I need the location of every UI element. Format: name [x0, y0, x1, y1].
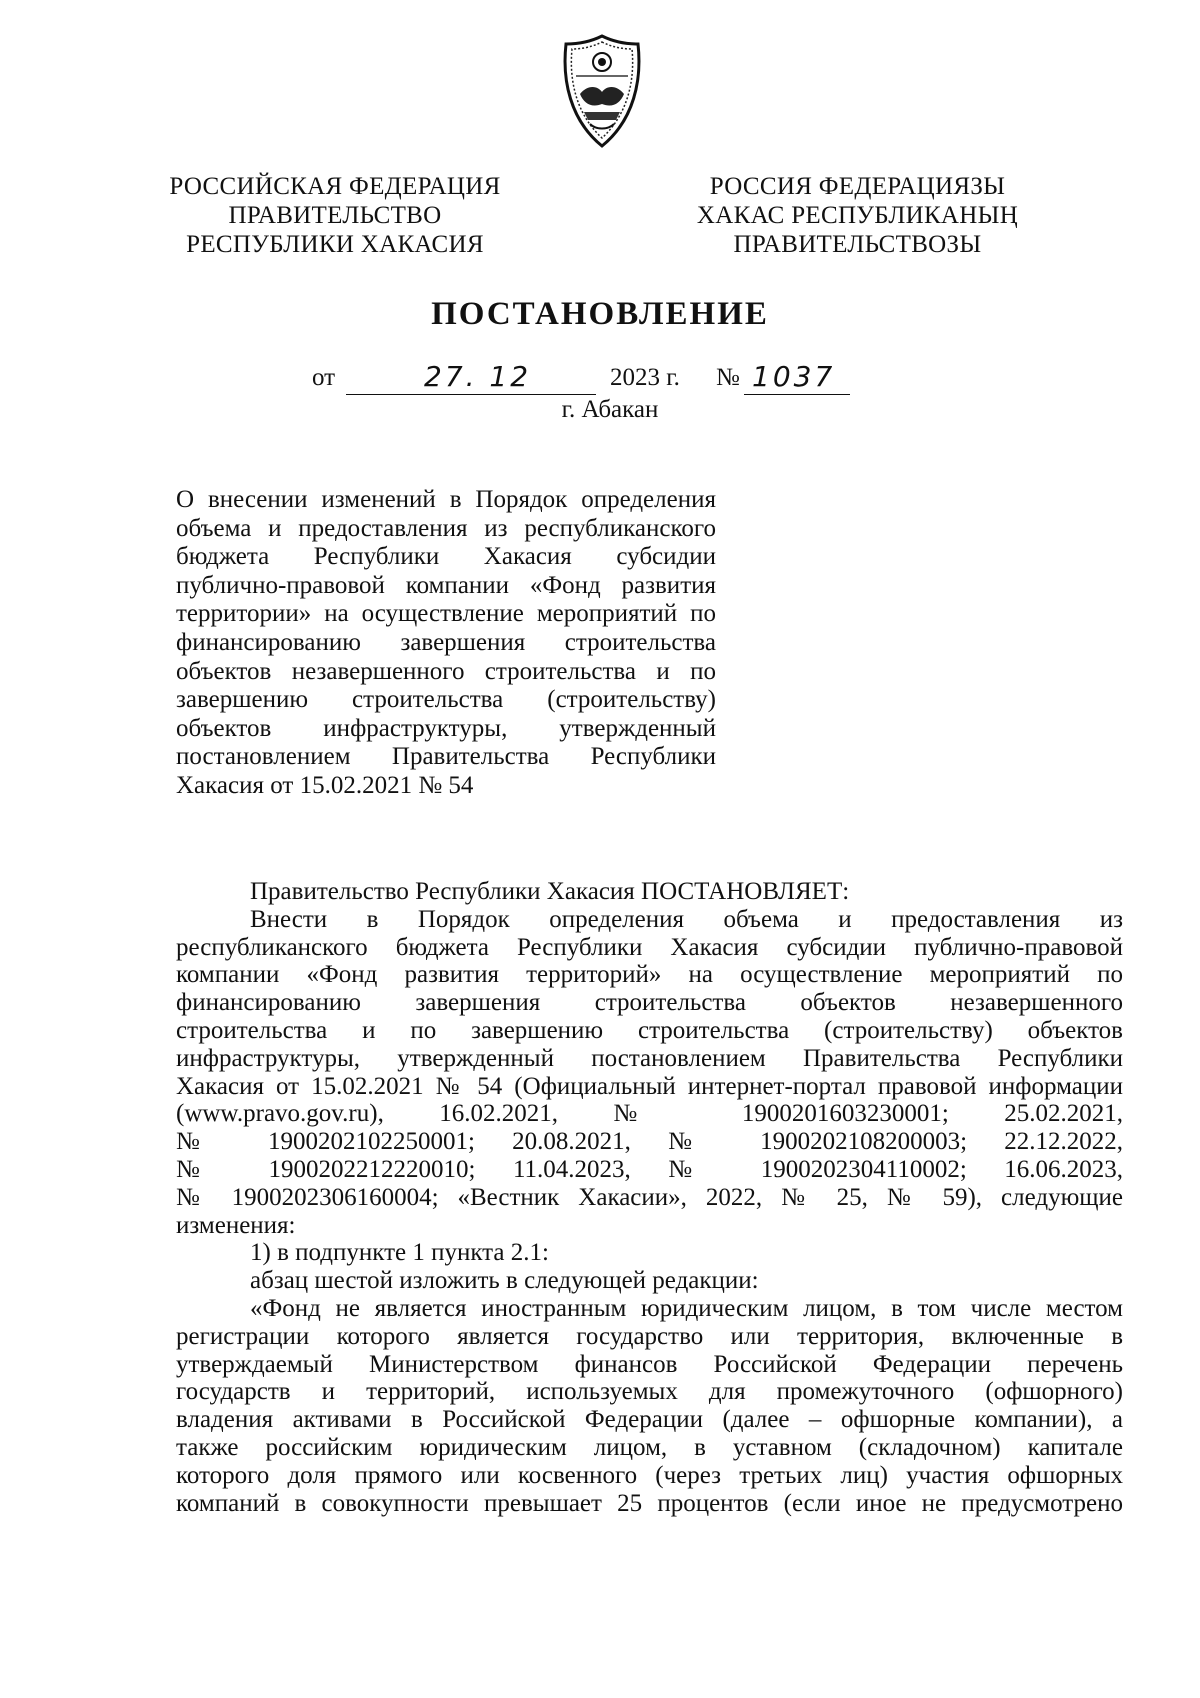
subject-line: завершению строительства (строительству) [176, 686, 716, 714]
subject-line: постановлением Правительства Республики [176, 743, 716, 771]
header-left [165, 172, 505, 259]
body-line: строительства и по завершению строительства (строительству) объектов [176, 1016, 1123, 1044]
body-line: инфраструктуры, утвержденный постановлением Правительства Республики [176, 1044, 1123, 1072]
coat-of-arms-emblem [554, 32, 650, 150]
body-line: № 1900202102250001; 20.08.2021, № 1900202108200003; 22.12.2022, [176, 1128, 1123, 1156]
subject-line: объектов незавершенного строительства и по [176, 657, 716, 685]
body-line: регистрации которого является государство или территория, включенные в [176, 1322, 1123, 1350]
city-label: г. Абакан [561, 396, 659, 423]
subject-line: объектов инфраструктуры, утвержденный [176, 714, 716, 742]
subject-line: Хакасия от 15.02.2021 № 54 [176, 771, 474, 799]
body-line: 1) в подпункте 1 пункта 2.1: [250, 1239, 549, 1267]
header-right-line-2: ХАКАС РЕСПУБЛИКАНЫҢ [696, 202, 1019, 229]
body-line: «Фонд не является иностранным юридическим лицом, в том числе местом [250, 1294, 1123, 1322]
number-handwritten: 1037 [752, 360, 836, 393]
body-line: компаний в совокупности превышает 25 процентов (если иное не предусмотрено [176, 1489, 1123, 1517]
body-line: республиканского бюджета Республики Хакасия субсидии публично-правовой [176, 933, 1123, 961]
from-label: от [312, 364, 336, 391]
header-right [665, 172, 1050, 259]
body-text [176, 878, 1123, 1517]
subject-line: территории» на осуществление мероприятий по [176, 600, 716, 628]
header-right-line-1: РОССИЯ ФЕДЕРАЦИЯЗЫ [709, 173, 1006, 200]
subject-block [176, 486, 716, 801]
year-label: 2023 г. [610, 364, 680, 391]
subject-line: публично-правовой компании «Фонд развития [176, 571, 716, 599]
number-label: № [716, 364, 740, 391]
body-line: абзац шестой изложить в следующей редакции: [250, 1267, 759, 1295]
body-line: № 1900202306160004; «Вестник Хакасии», 2022, № 25, № 59), следующие [176, 1183, 1123, 1211]
header-left-line-1: РОССИЙСКАЯ ФЕДЕРАЦИЯ [169, 173, 501, 200]
dateline [312, 360, 912, 398]
date-underline [346, 394, 596, 395]
body-line: № 1900202212220010; 11.04.2023, № 1900202304110002; 16.06.2023, [176, 1155, 1123, 1183]
header-left-line-3: РЕСПУБЛИКИ ХАКАСИЯ [186, 231, 484, 258]
subject-line: финансированию завершения строительства [176, 628, 716, 656]
body-line: Внести в Порядок определения объема и предоставления из [250, 905, 1123, 933]
body-line: которого доля прямого или косвенного (через третьих лиц) участия офшорных [176, 1461, 1123, 1489]
body-line: утверждаемый Министерством финансов Российской Федерации перечень [176, 1350, 1123, 1378]
number-underline [744, 394, 850, 395]
body-line: (www.pravo.gov.ru), 16.02.2021, № 1900201603230001; 25.02.2021, [176, 1100, 1123, 1128]
body-line: компании «Фонд развития территорий» на осуществление мероприятий по [176, 961, 1123, 989]
subject-line: О внесении изменений в Порядок определения [176, 486, 716, 513]
subject-line: бюджета Республики Хакасия субсидии [176, 543, 716, 571]
body-line: владения активами в Российской Федерации (далее – офшорные компании), а [176, 1406, 1123, 1434]
body-line: финансированию завершения строительства объектов незавершенного [176, 989, 1123, 1017]
body-line: также российским юридическим лицом, в уставном (складочном) капитале [176, 1433, 1123, 1461]
body-line: Хакасия от 15.02.2021 № 54 (Официальный интернет-портал правовой информации [176, 1072, 1123, 1100]
subject-line: объема и предоставления из республиканского [176, 514, 716, 542]
date-handwritten: 27. 12 [424, 360, 532, 393]
document-title: ПОСТАНОВЛЕНИЕ [431, 296, 769, 332]
body-line: изменения: [176, 1211, 296, 1239]
header-right-line-3: ПРАВИТЕЛЬСТВОЗЫ [733, 231, 982, 258]
body-line: Правительство Республики Хакасия ПОСТАНОВЛЯЕТ: [250, 878, 850, 905]
header-left-line-2: ПРАВИТЕЛЬСТВО [228, 202, 442, 229]
body-line: государств и территорий, используемых для промежуточного (офшорного) [176, 1378, 1123, 1406]
